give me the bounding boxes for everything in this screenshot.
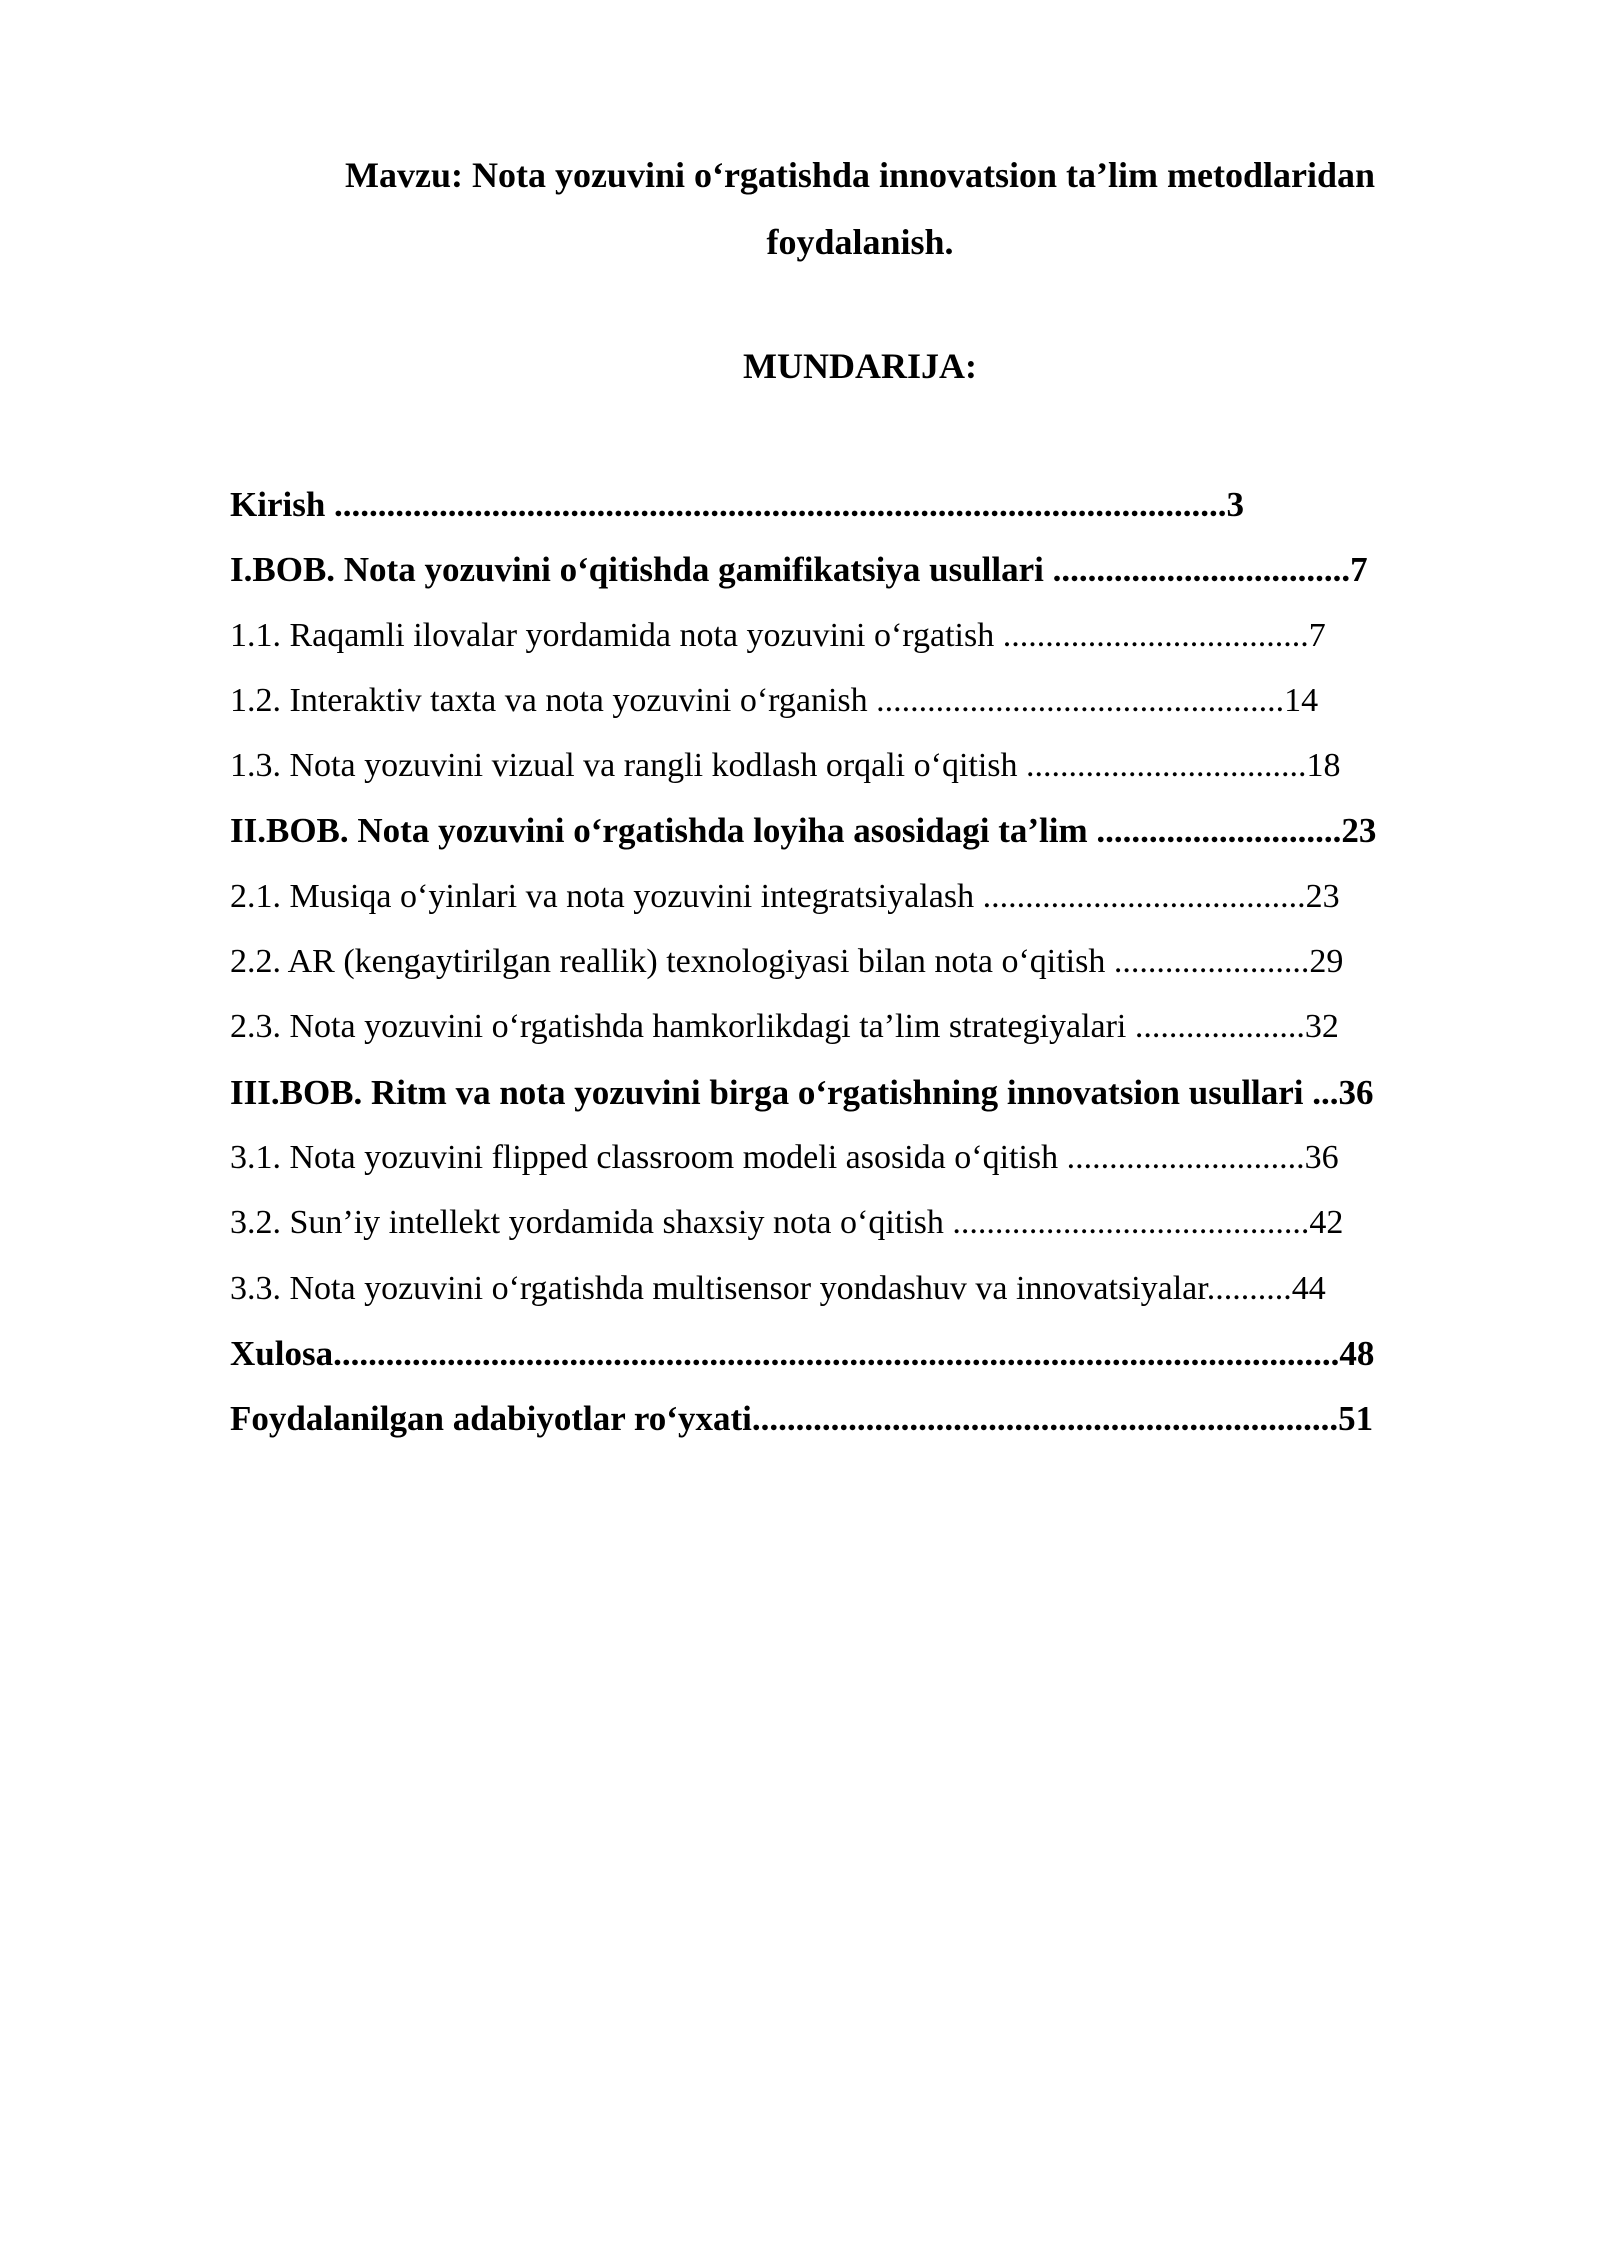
toc-entry-page-number: 3 (1226, 485, 1245, 524)
toc-entry-leader: ................................................................................................................... (333, 1333, 1340, 1373)
table-of-contents (230, 472, 1376, 1451)
toc-entry-title: 1.3. Nota yozuvini vizual va rangli kodlash orqali o‘qitish (230, 747, 1027, 785)
toc-entry-title: Foydalanilgan adabiyotlar ro‘yxati (230, 1399, 752, 1439)
toc-heading: MUNDARIJA: (743, 346, 977, 386)
toc-entry-leader: ...................................................................................................... (334, 485, 1227, 524)
toc-entry (230, 733, 1376, 798)
toc-entry-leader: .......................................... (952, 1204, 1310, 1242)
toc-entry-title: 2.3. Nota yozuvini o‘rgatishda hamkorlikdagi ta’lim strategiyalari (230, 1008, 1135, 1046)
toc-entry-page-number: 32 (1304, 1008, 1339, 1046)
toc-entry-page-number: 23 (1305, 877, 1340, 915)
toc-entry (230, 864, 1376, 929)
toc-entry-leader: ....................... (1113, 943, 1310, 981)
toc-entry-page-number: 18 (1306, 747, 1341, 785)
toc-entry-page-number: 7 (1350, 550, 1368, 590)
toc-entry-page-number: 36 (1338, 1072, 1374, 1112)
toc-entry-leader: ............................ (1066, 1138, 1305, 1176)
toc-entry (230, 994, 1376, 1059)
toc-entry (230, 929, 1376, 994)
toc-entry-leader: .......... (1206, 1269, 1292, 1307)
toc-entry (230, 798, 1376, 863)
toc-entry-page-number: 7 (1308, 616, 1326, 654)
toc-entry (230, 668, 1376, 733)
toc-entry-leader: .................... (1134, 1008, 1305, 1046)
toc-entry (230, 1321, 1376, 1386)
toc-entry (230, 472, 1376, 537)
toc-entry-leader: .................................. (1052, 550, 1351, 590)
toc-entry-leader: ...................................... (982, 877, 1306, 915)
toc-entry-title: I.BOB. Nota yozuvini o‘qitishda gamifikatsiya usullari (230, 550, 1053, 590)
toc-entry (230, 1256, 1376, 1321)
toc-entry-title: 3.2. Sun’iy intellekt yordamida shaxsiy nota o‘qitish (230, 1204, 953, 1242)
toc-entry (230, 1386, 1376, 1451)
toc-entry (230, 537, 1376, 602)
toc-entry-title: 3.3. Nota yozuvini o‘rgatishda multisensor yondashuv va innovatsiyalar (230, 1269, 1207, 1307)
toc-entry (230, 603, 1376, 668)
title-line-2: foydalanish. (766, 222, 954, 262)
toc-entry-page-number: 48 (1339, 1333, 1375, 1373)
toc-entry-page-number: 42 (1309, 1204, 1344, 1242)
toc-entry-title: 1.1. Raqamli ilovalar yordamida nota yozuvini o‘rgatish (230, 616, 1003, 654)
toc-entry (230, 1190, 1376, 1255)
toc-entry-page-number: 44 (1291, 1269, 1326, 1307)
toc-entry-title: Xulosa (230, 1333, 334, 1373)
toc-entry (230, 1125, 1376, 1190)
title-line-1: Mavzu: Nota yozuvini o‘rgatishda innovatsion ta’lim metodlaridan (344, 155, 1376, 195)
toc-entry (230, 1060, 1376, 1125)
toc-entry-title: Kirish (230, 485, 335, 524)
toc-entry-title: III.BOB. Ritm va nota yozuvini birga o‘rgatishning innovatsion usullari (230, 1072, 1313, 1112)
toc-entry-page-number: 29 (1309, 943, 1344, 981)
toc-entry-title: II.BOB. Nota yozuvini o‘rgatishda loyiha asosidagi ta’lim (230, 811, 1097, 851)
toc-entry-leader: ................................................................... (751, 1399, 1339, 1439)
toc-entry-title: 2.1. Musiqa o‘yinlari va nota yozuvini integratsiyalash (230, 877, 983, 915)
document-title (230, 142, 1490, 276)
toc-entry-leader: ................................. (1026, 747, 1307, 785)
toc-entry-leader: ................................................ (876, 681, 1285, 719)
toc-entry-leader: .................................... (1002, 616, 1309, 654)
toc-entry-title: 2.2. AR (kengaytirilgan reallik) texnologiyasi bilan nota o‘qitish (230, 943, 1114, 981)
toc-entry-page-number: 51 (1338, 1399, 1374, 1439)
toc-entry-leader: ............................ (1096, 811, 1342, 851)
toc-entry-page-number: 23 (1341, 811, 1377, 851)
toc-entry-page-number: 36 (1304, 1138, 1339, 1176)
toc-entry-title: 3.1. Nota yozuvini flipped classroom modeli asosida o‘qitish (230, 1138, 1067, 1176)
toc-entry-title: 1.2. Interaktiv taxta va nota yozuvini o‘rganish (230, 681, 877, 719)
toc-entry-leader: ... (1312, 1072, 1339, 1112)
toc-entry-page-number: 14 (1284, 681, 1319, 719)
